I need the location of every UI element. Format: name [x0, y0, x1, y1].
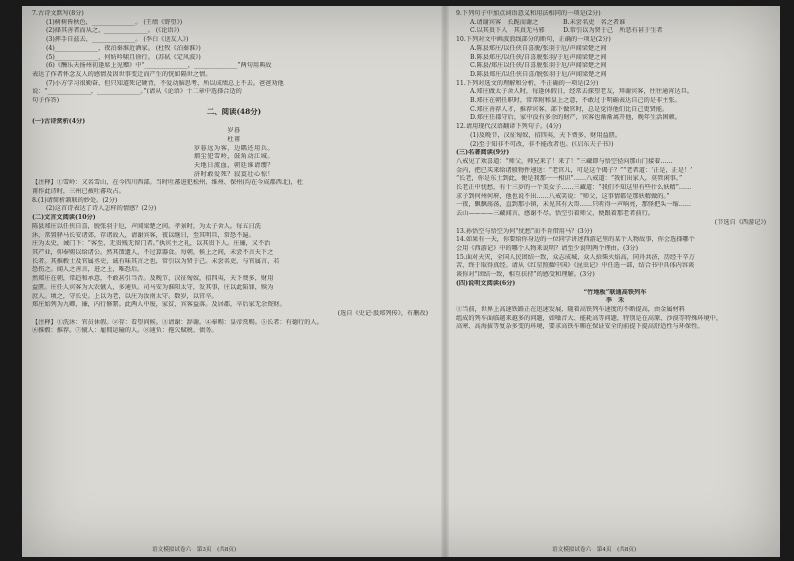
- right-page-column: [456, 10, 774, 557]
- text-line: 去山————三藏闻言，感谢不尽。悟空引着师父，便跟着那老者前行。: [456, 210, 654, 218]
- text-line: 长老正中忧愁，有十三岁的一个美女子……三藏道：“我们不知这里有些什么妖精”……: [456, 184, 692, 192]
- text-line: 【注释】①洗沐：官员休假。②存：看望问候。③请谢：辞谢。④奉赐：皇帝赏赐。⑤长者：有德行的人。: [32, 318, 323, 326]
- text-line: “长老，你是东土到此，便是我那一一相识”……八戒道：“我们出家人，莫管闲事。”: [456, 175, 683, 183]
- text-line: (节选自《西游记》): [714, 218, 766, 226]
- text-line: C.陈县/郑庄以任侠/自喜脱张羽于厄/声闻梁楚之间: [470, 62, 607, 70]
- text-line: 益匮。庄任人宾客为大农僦人，多逋负。司马安为淮阳太守，发其事，庄以此陷罪，赎为: [32, 283, 274, 291]
- text-line: (一)古诗赏析(4分): [32, 118, 86, 126]
- text-line: 其产业，仰奉赐以给诸公。然其馈遗人，不过算器食。每朝，候上之间，未尝不言天下之: [32, 248, 274, 256]
- text-line: (4)______________，夜泊秦淮近酒家。 (杜牧《泊秦淮》): [46, 44, 201, 52]
- text-line: 14.如果有一天，你要给你身边的一位同学讲述西游记里的某个人物故事，你会选择哪个: [456, 236, 695, 244]
- text-line: 岁暮远为客，边隅还用兵。: [193, 144, 275, 152]
- text-line: 求子到何州何府，他也说不出……八戒笑说：“师父，这事情都是那妖精做的。”: [456, 192, 670, 200]
- text-line: A.请谢宾客 长跪而谢之 B.未尝名吏 名之者谁: [470, 18, 626, 26]
- text-line: 郑庄始列为九卿，廉，内行修絜。此两人中废，家贫，宾客益落。及居郡，卒后家无余资财。: [32, 301, 286, 309]
- text-line: ①当前，世界上高速铁路正在迅速发展，随着高铁列车速度的不断提高，由金属材料: [456, 305, 685, 313]
- text-line: 说：“______________，______________。”(请从《论语》十二章中选择合适的: [32, 88, 242, 96]
- text-line: 李 禾: [605, 297, 625, 305]
- text-line: 7.古诗文默写(8分): [32, 10, 84, 17]
- text-line: 15.面对天灾，全国人民团结一致，众志成城，众人拾柴火焰高，同舟共济，历经千辛万: [456, 253, 695, 261]
- text-line: 组成的列车面临越来越多的问题，如噪音大、能耗高等问题，特别是在高原、沙漠等特殊环境中，: [456, 314, 723, 322]
- text-line: D.陈县郑庄/以任侠自喜/脱张羽于厄/声闻梁楚之间: [470, 70, 607, 78]
- text-line: (二)文言文阅读(10分): [32, 214, 96, 222]
- text-line: ⑥推毂：推荐。⑦僦人：雇佣运输的人。⑧逋负：拖欠赋税、债务。: [32, 327, 218, 335]
- text-line: 13.孙悟空与悟空为何“忧愁”而不肯借用马？(3分): [456, 227, 593, 235]
- text-line: 二、阅读(48分): [206, 107, 262, 116]
- text-line: 表达了作者怀念友人的感情及因世事变迁而产生的恍如隔世之情。: [32, 70, 212, 78]
- footer-right: 语文模拟试卷六 第4页 (共8页): [552, 547, 637, 553]
- text-line: B.郑庄在朝任职时，常常附和皇上之意，不敢过于明确表达自己的是非主张。: [470, 97, 681, 105]
- text-line: 谈你对“团结一致，相互扶持”的感受和理解。(3分): [456, 271, 595, 279]
- footer-left: 语文模拟试卷六 第3页 (共8页): [152, 547, 237, 553]
- text-line: 12.请用现代汉语翻译下列句子。(4分): [456, 123, 562, 131]
- text-line: (四)说明文阅读(6分): [456, 279, 516, 287]
- text-line: (6)《酬乐天扬州初逢席上见赠》中“______________，______________”两句用典故: [46, 62, 272, 70]
- text-line: 济时敢爱死？寂寞壮心惊！: [193, 170, 275, 178]
- exam-paper: [22, 6, 780, 557]
- text-line: 金内，把已买来给诸般物件递送：“老官儿，可是这个偈子？”“老者道：‘正是，正是！’: [456, 166, 693, 174]
- text-line: 庶人。顷之，守长史。上以为老，以庄为汝南太守。数岁，以官卒。: [32, 292, 218, 300]
- text-line: 一夜，飘飘荡荡，直到那小镇，未见其有大哥……只听得一声响亮，那怪把头一缩……: [456, 201, 692, 209]
- text-line: (1)及晚节，汉征匈奴，招四夷，天下费多，财用益匮。: [470, 131, 622, 139]
- text-line: C.以其贵下人 其真无马邪 D.常引以为贤于己 所恶有甚于生者: [470, 27, 663, 35]
- text-line: 沐，常置驿马长安诸郊，存诸故人，请谢宾客，夜以继日，至其明旦，常恐不遍。: [32, 231, 255, 239]
- text-line: (1)树树皆秋色，______________。 (王绩《野望》): [46, 18, 183, 26]
- text-line: 句子作答): [32, 97, 60, 105]
- text-line: (5)______________，何妨吟啸且徐行。 (苏轼《定风波》): [46, 53, 201, 61]
- text-line: (3)挥手自兹去，______________。 (李白《送友人》): [46, 36, 189, 44]
- text-line: “竹地板”联通高铁列车: [583, 288, 647, 296]
- text-line: 10.下列对文中画波浪线部分的断句，正确的一项是(2分): [456, 36, 611, 44]
- text-line: (2)这首诗表达了诗人怎样的情感？(2分): [46, 205, 157, 213]
- text-line: 会用《西游记》中的哪个人物来说明？请至少说明两个理由。(3分): [456, 244, 639, 252]
- text-line: B.陈县郑庄/以任侠/自喜脱张羽/于厄声闻梁楚之间: [470, 53, 607, 61]
- text-line: 庄为太史，诫门下：“客至，无贵贱无留门者。”执宾主之礼，以其贵下人。庄廉，又不治: [32, 240, 271, 248]
- text-line: 11.下列对选文的理解和分析，不正确的一项是(2分): [456, 79, 599, 87]
- text-line: 八戒见了欢喜道：“师父，师兄来了！来了！”三藏即与悟空径向那山门接着……: [456, 157, 673, 165]
- text-line: (7)小方学习很勤奋，但只知道死记硬背，不爱动脑思考，所以成绩总上不去。爸爸劝他: [46, 79, 284, 87]
- text-line: (选自《史记·汲郑列传》，有删改): [337, 309, 428, 317]
- text-line: 高寒、高海拔等复杂多变的环境，要求高铁车厢在保证安全的前提下提高舒适性与环保性。: [456, 323, 704, 331]
- page-fold: [441, 6, 449, 557]
- text-line: 烟尘犯雪岭，鼓角动江城。: [193, 153, 275, 161]
- text-line: (2)择其善者而从之，______________。 (《论语》): [46, 27, 180, 35]
- text-line: 长者。其推毂士及官属丞史，诚有味其言之也，常引以为贤于己。未尝名吏，与官属言，若: [32, 257, 280, 265]
- text-line: 陈县郑庄以任侠自喜，脱张羽于厄，声闻梁楚之间。孝景时，为太子舍人。每五日洗: [32, 222, 261, 230]
- text-line: 9.下列句子中加点词语意义和用法相同的一项是(2分): [456, 10, 601, 17]
- text-line: 然郑庄在朝，常趋和承意，不敢甚引当否。及晚节，汉征匈奴，招四夷，天下费多，财用: [32, 275, 274, 283]
- text-line: (2)至于知非不可改，非不能改者也。(《启东夫子书》): [470, 140, 614, 148]
- text-line: C.郑庄善荐人才，推荐宾客、部下做官时，总是觉得他们比自己更贤能。: [470, 105, 669, 113]
- text-line: A.陈县郑庄/以任侠自喜脱/张羽于厄/声闻梁楚之间: [470, 44, 607, 52]
- text-line: 8.(1)请简析颔联的妙处。(2分): [32, 196, 118, 204]
- text-line: 【注释】①雪岭：又名雪山，在今四川西部。当时吐蕃进犯松州、维州、保州(均在今成都西北)，杜: [32, 179, 303, 187]
- text-line: 杜甫: [227, 135, 241, 143]
- text-line: 恐伤之。闻人之善言，进之上，唯恐后。: [32, 266, 144, 274]
- text-line: 天地日流血，朝廷谁请缨？: [193, 161, 275, 169]
- text-line: (三)名著阅读(9分): [456, 149, 510, 157]
- text-line: A.郑庄做太子舍人时，每逢休假日，经常去探望老友，拜谢宾客，往往通宵达旦。: [470, 88, 693, 96]
- text-line: 苦，终于取得真经。请从《红星照耀中国》《昆虫记》中任选一部，结合书中具体内容谈: [456, 262, 695, 270]
- text-line: 甫作此诗时，三州已被吐蕃攻占。: [32, 188, 125, 196]
- text-line: 岁暮: [227, 127, 241, 135]
- text-line: D.郑庄任郡守后，家中没有多余的财产，宾客也渐渐离开他，晚年生活困顿。: [470, 114, 681, 122]
- left-page-column: [32, 10, 436, 557]
